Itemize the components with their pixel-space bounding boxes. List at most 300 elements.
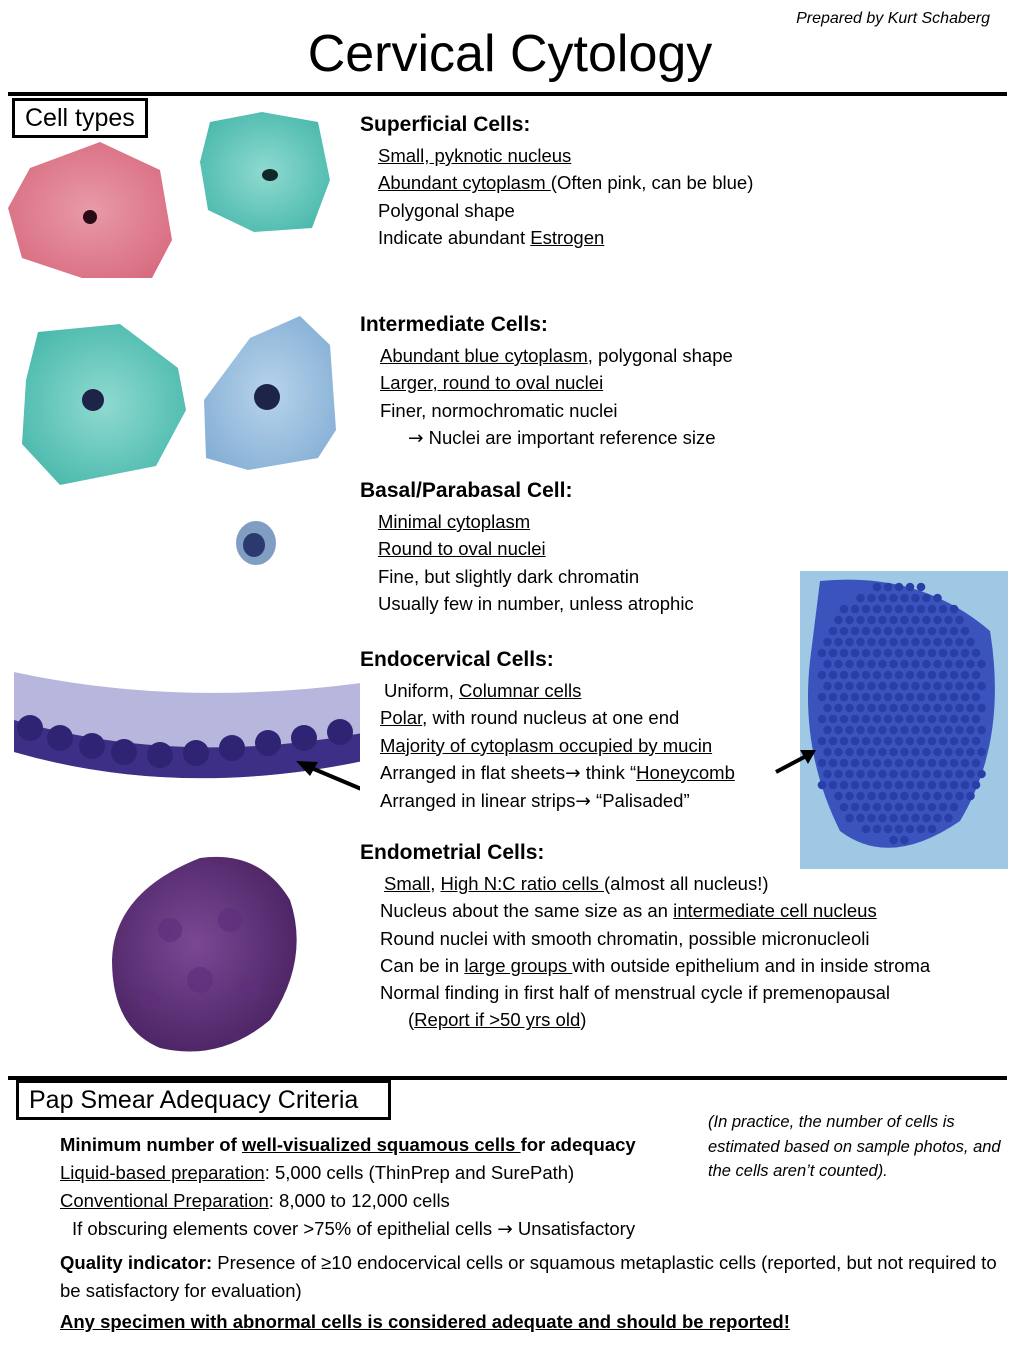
honeycomb-nucleus: [906, 781, 915, 790]
honeycomb-nucleus: [906, 671, 915, 680]
intermediate-section: [360, 312, 1005, 452]
honeycomb-nucleus: [933, 748, 942, 757]
honeycomb-nucleus: [840, 803, 849, 812]
honeycomb-nucleus: [966, 704, 975, 713]
honeycomb-nucleus: [862, 759, 871, 768]
honeycomb-nucleus: [939, 737, 948, 746]
honeycomb-nucleus: [889, 748, 898, 757]
honeycomb-nucleus: [884, 627, 893, 636]
honeycomb-nucleus: [917, 649, 926, 658]
honeycomb-nucleus: [867, 660, 876, 669]
honeycomb-nucleus: [834, 638, 843, 647]
honeycomb-nucleus: [977, 748, 986, 757]
honeycomb-nucleus: [906, 649, 915, 658]
endocervical-section: [360, 647, 790, 815]
honeycomb-nucleus: [966, 660, 975, 669]
endocervical-line-5: Arranged in linear strips→ “Palisaded”: [380, 790, 690, 813]
cell-types-label: Cell types: [12, 98, 148, 138]
honeycomb-nucleus: [856, 704, 865, 713]
honeycomb-nucleus: [955, 638, 964, 647]
honeycomb-nucleus: [928, 715, 937, 724]
honeycomb-nucleus: [851, 781, 860, 790]
parabasal-nucleus: [243, 533, 265, 557]
honeycomb-nucleus: [834, 682, 843, 691]
honeycomb-nucleus: [823, 770, 832, 779]
honeycomb-nucleus: [823, 726, 832, 735]
endometrial-line-3: Round nuclei with smooth chromatin, possible micronucleoli: [380, 927, 870, 949]
honeycomb-nucleus: [950, 759, 959, 768]
honeycomb-nucleus: [955, 748, 964, 757]
honeycomb-nucleus: [928, 671, 937, 680]
honeycomb-nucleus: [840, 781, 849, 790]
honeycomb-nucleus: [922, 814, 931, 823]
honeycomb-nucleus: [972, 759, 981, 768]
honeycomb-nucleus: [851, 627, 860, 636]
honeycomb-nucleus: [933, 792, 942, 801]
honeycomb-nucleus: [867, 814, 876, 823]
honeycomb-nucleus: [862, 693, 871, 702]
honeycomb-nucleus: [944, 638, 953, 647]
honeycomb-nucleus: [895, 781, 904, 790]
intermediate-nucleus: [254, 384, 280, 410]
honeycomb-nucleus: [873, 693, 882, 702]
endometrial-line-4: Can be in large groups with outside epithelium and in inside stroma: [380, 954, 931, 976]
honeycomb-nucleus: [917, 627, 926, 636]
endocervical-line-4: Arranged in flat sheets→ think “Honeycomb: [380, 761, 735, 784]
honeycomb-nucleus: [917, 781, 926, 790]
honeycomb-nucleus: [840, 737, 849, 746]
endocervical-line-2: Polar, with round nucleus at one end: [380, 707, 680, 729]
honeycomb-nucleus: [867, 792, 876, 801]
honeycomb-nucleus: [944, 660, 953, 669]
pyknotic-nucleus: [262, 169, 278, 181]
honeycomb-nucleus: [939, 759, 948, 768]
endometrial-line-2: Nucleus about the same size as an intermediate cell nucleus: [380, 900, 877, 922]
honeycomb-nucleus: [818, 693, 827, 702]
honeycomb-nucleus: [911, 792, 920, 801]
honeycomb-nucleus: [939, 781, 948, 790]
honeycomb-nucleus: [917, 671, 926, 680]
honeycomb-nucleus: [944, 814, 953, 823]
honeycomb-nucleus: [845, 748, 854, 757]
honeycomb-nucleus: [906, 627, 915, 636]
honeycomb-nucleus: [889, 726, 898, 735]
superficial-section: [360, 112, 1005, 251]
honeycomb-nucleus: [862, 781, 871, 790]
honeycomb-nucleus: [878, 638, 887, 647]
honeycomb-nucleus: [873, 737, 882, 746]
honeycomb-nucleus: [950, 627, 959, 636]
honeycomb-nucleus: [856, 792, 865, 801]
honeycomb-nucleus: [922, 660, 931, 669]
honeycomb-nucleus: [933, 814, 942, 823]
honeycomb-nucleus: [922, 682, 931, 691]
honeycomb-nucleus: [873, 803, 882, 812]
honeycomb-nucleus: [867, 704, 876, 713]
honeycomb-nucleus: [917, 825, 926, 834]
honeycomb-nucleus: [977, 704, 986, 713]
honeycomb-nucleus: [895, 627, 904, 636]
honeycomb-nucleus: [889, 770, 898, 779]
honeycomb-nucleus: [966, 792, 975, 801]
honeycomb-nucleus: [829, 781, 838, 790]
honeycomb-nucleus: [928, 627, 937, 636]
honeycomb-nucleus: [972, 737, 981, 746]
honeycomb-nucleus: [928, 737, 937, 746]
honeycomb-nucleus: [944, 704, 953, 713]
honeycomb-nucleus: [928, 825, 937, 834]
honeycomb-nucleus: [840, 715, 849, 724]
endocervical-line-3: Majority of cytoplasm occupied by mucin: [380, 734, 713, 756]
author-credit: Prepared by Kurt Schaberg: [796, 10, 990, 27]
honeycomb-nucleus: [906, 737, 915, 746]
honeycomb-nucleus: [928, 759, 937, 768]
honeycomb-nucleus: [862, 649, 871, 658]
honeycomb-nucleus: [966, 682, 975, 691]
honeycomb-nucleus: [834, 770, 843, 779]
honeycomb-nucleus: [823, 748, 832, 757]
honeycomb-nucleus: [895, 803, 904, 812]
honeycomb-nucleus: [818, 649, 827, 658]
honeycomb-nucleus: [955, 792, 964, 801]
endometrial-section: [360, 840, 1005, 1034]
honeycomb-nucleus: [851, 649, 860, 658]
honeycomb-nucleus: [917, 803, 926, 812]
honeycomb-nucleus: [944, 792, 953, 801]
basal-line-2: Round to oval nuclei: [378, 538, 546, 560]
honeycomb-nucleus: [867, 726, 876, 735]
endocervical-heading: Endocervical Cells:: [360, 648, 554, 671]
honeycomb-nucleus: [889, 704, 898, 713]
honeycomb-nucleus: [884, 671, 893, 680]
honeycomb-nucleus: [933, 726, 942, 735]
honeycomb-nucleus: [862, 803, 871, 812]
honeycomb-nucleus: [950, 737, 959, 746]
honeycomb-nucleus: [862, 671, 871, 680]
intermediate-teal-cell: [22, 324, 186, 485]
honeycomb-nucleus: [955, 660, 964, 669]
honeycomb-nucleus: [933, 704, 942, 713]
honeycomb-nucleus: [928, 781, 937, 790]
honeycomb-nucleus: [944, 682, 953, 691]
honeycomb-nucleus: [944, 770, 953, 779]
honeycomb-nucleus: [878, 704, 887, 713]
intermediate-heading: Intermediate Cells:: [360, 313, 548, 336]
honeycomb-nucleus: [961, 759, 970, 768]
honeycomb-nucleus: [922, 770, 931, 779]
honeycomb-nucleus: [939, 715, 948, 724]
honeycomb-nucleus: [900, 748, 909, 757]
honeycomb-nucleus: [823, 682, 832, 691]
honeycomb-nucleus: [966, 726, 975, 735]
honeycomb-nucleus: [961, 693, 970, 702]
honeycomb-nucleus: [928, 803, 937, 812]
honeycomb-nucleus: [845, 814, 854, 823]
adequacy-label: Pap Smear Adequacy Criteria: [16, 1080, 391, 1120]
honeycomb-nucleus: [851, 693, 860, 702]
honeycomb-nucleus: [840, 693, 849, 702]
honeycomb-nucleus: [845, 726, 854, 735]
endometrial-line-1: Small, High N:C ratio cells (almost all nucleus!): [384, 873, 769, 894]
intermediate-line-2: Larger, round to oval nuclei: [380, 372, 604, 394]
honeycomb-nucleus: [829, 737, 838, 746]
intermediate-line-3: Finer, normochromatic nuclei: [380, 399, 618, 421]
honeycomb-nucleus: [873, 759, 882, 768]
honeycomb-nucleus: [939, 627, 948, 636]
endometrial-line-6: (Report if >50 yrs old): [408, 1009, 587, 1031]
honeycomb-nucleus: [862, 715, 871, 724]
honeycomb-nucleus: [840, 627, 849, 636]
honeycomb-nucleus: [917, 737, 926, 746]
honeycomb-nucleus: [933, 638, 942, 647]
right-arrow-icon: →: [408, 427, 424, 449]
honeycomb-nucleus: [911, 726, 920, 735]
honeycomb-nucleus: [961, 627, 970, 636]
honeycomb-nucleus: [878, 660, 887, 669]
honeycomb-nucleus: [917, 693, 926, 702]
honeycomb-nucleus: [823, 704, 832, 713]
honeycomb-nucleus: [845, 704, 854, 713]
honeycomb-nucleus: [856, 770, 865, 779]
honeycomb-nucleus: [856, 638, 865, 647]
honeycomb-nucleus: [829, 649, 838, 658]
honeycomb-nucleus: [878, 726, 887, 735]
honeycomb-nucleus: [928, 693, 937, 702]
superficial-line-3: Polygonal shape: [378, 199, 515, 221]
honeycomb-nucleus: [856, 726, 865, 735]
honeycomb-nucleus: [900, 814, 909, 823]
basal-line-4: Usually few in number, unless atrophic: [378, 592, 694, 614]
honeycomb-nucleus: [961, 715, 970, 724]
honeycomb-nucleus: [845, 682, 854, 691]
honeycomb-nucleus: [972, 693, 981, 702]
honeycomb-nucleus: [961, 671, 970, 680]
honeycomb-nucleus: [856, 682, 865, 691]
honeycomb-nucleus: [955, 726, 964, 735]
honeycomb-nucleus: [829, 693, 838, 702]
honeycomb-nucleus: [939, 693, 948, 702]
intermediate-nucleus: [82, 389, 104, 411]
honeycomb-nucleus: [840, 759, 849, 768]
intermediate-line-1: Abundant blue cytoplasm, polygonal shape: [380, 345, 733, 366]
honeycomb-nucleus: [939, 671, 948, 680]
honeycomb-nucleus: [867, 770, 876, 779]
superficial-line-4: Indicate abundant Estrogen: [378, 226, 605, 248]
honeycomb-nucleus: [895, 649, 904, 658]
honeycomb-nucleus: [977, 682, 986, 691]
quality-indicator: Quality indicator: Presence of ≥10 endocervical cells or squamous metaplastic cells (reported, but not required to be satisfactory for evaluation): [60, 1252, 997, 1301]
honeycomb-nucleus: [922, 748, 931, 757]
honeycomb-nucleus: [878, 792, 887, 801]
liquid-based-line: Liquid-based preparation: 5,000 cells (ThinPrep and SurePath): [60, 1162, 575, 1183]
honeycomb-nucleus: [906, 693, 915, 702]
honeycomb-nucleus: [878, 682, 887, 691]
honeycomb-nucleus: [933, 682, 942, 691]
honeycomb-nucleus: [884, 803, 893, 812]
honeycomb-nucleus: [911, 814, 920, 823]
honeycomb-nucleus: [977, 770, 986, 779]
honeycomb-nucleus: [922, 704, 931, 713]
honeycomb-nucleus: [873, 671, 882, 680]
honeycomb-nucleus: [851, 671, 860, 680]
honeycomb-nucleus: [950, 671, 959, 680]
honeycomb-nucleus: [834, 792, 843, 801]
honeycomb-nucleus: [911, 682, 920, 691]
honeycomb-nucleus: [895, 715, 904, 724]
honeycomb-nucleus: [933, 660, 942, 669]
obscuring-line: If obscuring elements cover >75% of epithelial cells → Unsatisfactory: [72, 1218, 636, 1240]
honeycomb-nucleus: [889, 638, 898, 647]
honeycomb-nucleus: [972, 649, 981, 658]
honeycomb-nucleus: [823, 660, 832, 669]
honeycomb-nucleus: [884, 737, 893, 746]
honeycomb-nucleus: [922, 726, 931, 735]
honeycomb-nucleus: [867, 638, 876, 647]
honeycomb-nucleus: [878, 814, 887, 823]
superficial-heading: Superficial Cells:: [360, 113, 531, 136]
honeycomb-nucleus: [944, 748, 953, 757]
honeycomb-nucleus: [873, 627, 882, 636]
page-title: Cervical Cytology: [307, 25, 713, 83]
honeycomb-nucleus: [856, 748, 865, 757]
honeycomb-nucleus: [895, 693, 904, 702]
honeycomb-nucleus: [829, 759, 838, 768]
honeycomb-nucleus: [961, 649, 970, 658]
honeycomb-nucleus: [829, 627, 838, 636]
intermediate-line-4: → Nuclei are important reference size: [408, 426, 716, 449]
honeycomb-nucleus: [834, 748, 843, 757]
honeycomb-nucleus: [834, 704, 843, 713]
superficial-line-2: Abundant cytoplasm (Often pink, can be blue): [378, 172, 754, 194]
endometrial-line-5: Normal finding in first half of menstrual cycle if premenopausal: [380, 982, 891, 1004]
honeycomb-nucleus: [873, 649, 882, 658]
honeycomb-nucleus: [884, 715, 893, 724]
honeycomb-nucleus: [884, 825, 893, 834]
right-arrow-icon: →: [575, 791, 591, 813]
honeycomb-nucleus: [900, 638, 909, 647]
honeycomb-nucleus: [845, 792, 854, 801]
honeycomb-nucleus: [911, 638, 920, 647]
honeycomb-nucleus: [862, 737, 871, 746]
honeycomb-nucleus: [862, 825, 871, 834]
honeycomb-nucleus: [845, 638, 854, 647]
honeycomb-nucleus: [939, 649, 948, 658]
honeycomb-nucleus: [818, 715, 827, 724]
right-arrow-icon: →: [497, 1219, 513, 1240]
honeycomb-nucleus: [884, 759, 893, 768]
honeycomb-nucleus: [906, 803, 915, 812]
honeycomb-nucleus: [906, 715, 915, 724]
honeycomb-nucleus: [889, 682, 898, 691]
honeycomb-nucleus: [950, 649, 959, 658]
honeycomb-nucleus: [873, 781, 882, 790]
honeycomb-nucleus: [818, 671, 827, 680]
honeycomb-nucleus: [933, 770, 942, 779]
honeycomb-nucleus: [917, 715, 926, 724]
honeycomb-nucleus: [977, 726, 986, 735]
honeycomb-nucleus: [840, 671, 849, 680]
cell-illustrations: [0, 100, 360, 1060]
basal-heading: Basal/Parabasal Cell:: [360, 479, 573, 502]
top-divider: [8, 92, 1007, 96]
honeycomb-nucleus: [977, 660, 986, 669]
honeycomb-nucleus: [955, 704, 964, 713]
honeycomb-nucleus: [966, 638, 975, 647]
right-arrow-icon: →: [565, 762, 581, 784]
practice-note: (In practice, the number of cells is estimated based on sample photos, and the cells aren’t counted).: [708, 1113, 1001, 1180]
honeycomb-nucleus: [834, 660, 843, 669]
honeycomb-nucleus: [900, 770, 909, 779]
honeycomb-nucleus: [955, 770, 964, 779]
basal-section: [360, 478, 1005, 617]
honeycomb-nucleus: [900, 704, 909, 713]
honeycomb-nucleus: [939, 803, 948, 812]
conventional-line: Conventional Preparation: 8,000 to 12,000 cells: [60, 1190, 450, 1211]
honeycomb-nucleus: [911, 748, 920, 757]
honeycomb-nucleus: [840, 649, 849, 658]
honeycomb-nucleus: [889, 660, 898, 669]
honeycomb-nucleus: [911, 704, 920, 713]
honeycomb-nucleus: [856, 660, 865, 669]
honeycomb-nucleus: [878, 748, 887, 757]
honeycomb-nucleus: [961, 781, 970, 790]
honeycomb-nucleus: [922, 792, 931, 801]
honeycomb-nucleus: [900, 682, 909, 691]
honeycomb-nucleus: [851, 737, 860, 746]
honeycomb-nucleus: [922, 638, 931, 647]
honeycomb-nucleus: [878, 770, 887, 779]
honeycomb-nucleus: [972, 715, 981, 724]
honeycomb-nucleus: [884, 693, 893, 702]
honeycomb-nucleus: [950, 693, 959, 702]
honeycomb-nucleus: [955, 682, 964, 691]
basal-line-3: Fine, but slightly dark chromatin: [378, 565, 640, 587]
honeycomb-nucleus: [944, 726, 953, 735]
honeycomb-nucleus: [834, 726, 843, 735]
honeycomb-nucleus: [862, 627, 871, 636]
honeycomb-nucleus: [950, 781, 959, 790]
honeycomb-nucleus: [889, 792, 898, 801]
honeycomb-nucleus: [950, 803, 959, 812]
honeycomb-nucleus: [884, 781, 893, 790]
honeycomb-nucleus: [818, 781, 827, 790]
honeycomb-nucleus: [972, 671, 981, 680]
pyknotic-nucleus: [83, 210, 97, 224]
honeycomb-nucleus: [889, 814, 898, 823]
adequacy-criteria: [60, 1131, 710, 1244]
endometrial-cell-cluster: [112, 857, 297, 1052]
honeycomb-nucleus: [867, 748, 876, 757]
final-statement: Any specimen with abnormal cells is considered adequate and should be reported!: [60, 1311, 790, 1332]
endocervical-line-1: Uniform, Columnar cells: [384, 680, 582, 701]
basal-line-1: Minimal cytoplasm: [378, 511, 531, 532]
honeycomb-nucleus: [856, 814, 865, 823]
honeycomb-nucleus: [917, 759, 926, 768]
honeycomb-nucleus: [966, 770, 975, 779]
honeycomb-nucleus: [900, 726, 909, 735]
honeycomb-nucleus: [972, 781, 981, 790]
honeycomb-nucleus: [895, 737, 904, 746]
honeycomb-nucleus: [906, 759, 915, 768]
honeycomb-nucleus: [906, 825, 915, 834]
honeycomb-nucleus: [867, 682, 876, 691]
honeycomb-nucleus: [851, 759, 860, 768]
honeycomb-nucleus: [829, 715, 838, 724]
honeycomb-nucleus: [928, 649, 937, 658]
honeycomb-nucleus: [829, 671, 838, 680]
honeycomb-nucleus: [961, 737, 970, 746]
honeycomb-nucleus: [851, 715, 860, 724]
